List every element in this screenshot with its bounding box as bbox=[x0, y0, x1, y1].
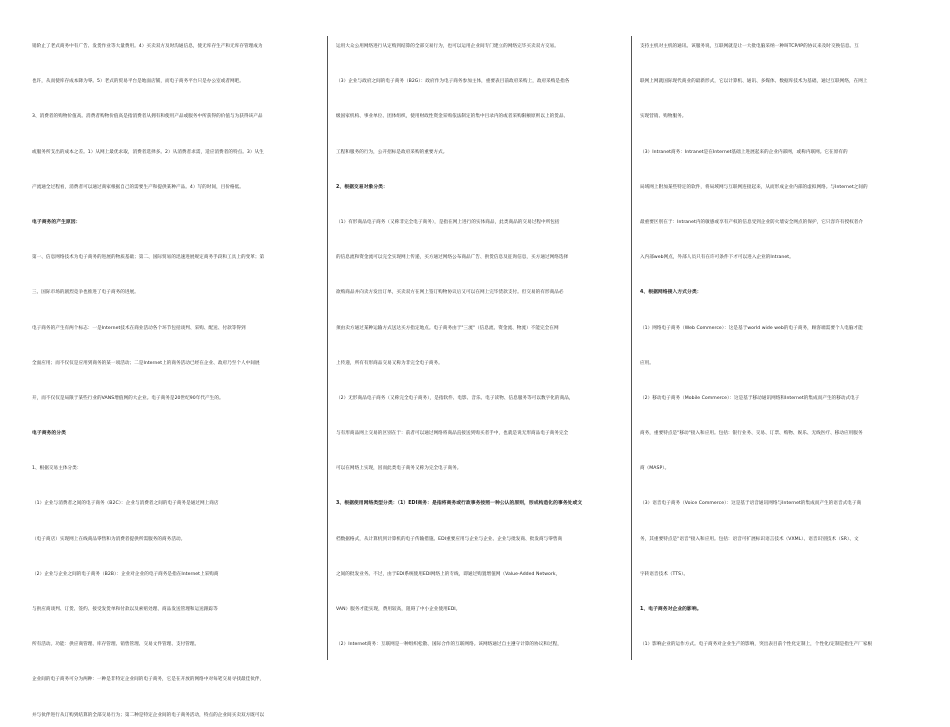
paragraph: 可以在网络上实现，因而此类电子商务又称为完全电子商务。 bbox=[336, 466, 462, 472]
paragraph: （电子商店）实现网上在线商品零售和为消费者提供所需服务的商务活动。 bbox=[32, 536, 186, 542]
paragraph: 联网上网就国际现代商业的最新形式，它以计算机、通讯、多媒体、数据库技术为基础，通过互联网络，在网上 bbox=[640, 79, 868, 85]
paragraph: 所有活动。功能：供应商管理、库存管理、销售管理、交易文件管理、支付管理。 bbox=[32, 642, 200, 648]
paragraph: （3）企业与政府之间的电子商务（B2G）：政府作为电子商务参加主体，重要表目前政府采购上，政府采购是指各 bbox=[336, 79, 570, 85]
paragraph: 全面应用；而不仅仅是应用到商务的某一项活动；二是Internet上的商务活动已经在企业、政府乃至个人中间展 bbox=[32, 360, 260, 366]
paragraph: 实现营销、购物服务。 bbox=[640, 114, 687, 120]
paragraph: （1）有形商品电子商务（又称非完全电子商务），是指在网上进行的实体商品，此类商品的交易过程中所包括 bbox=[336, 219, 560, 225]
paragraph: （1）影响企业的运作方式。电子商务对企业生产的影响，突出表目前个性化定制上，个性化/定制是指生产厂家根 bbox=[640, 642, 873, 648]
paragraph: 级国家机构、事业单位、团体组织，使用财政性资金采购依法制定的集中目录内的或者采购限额原则以上的货品、 bbox=[336, 114, 569, 120]
paragraph: 的信息流和资金流可以完全实现网上传递，买方通过网络公布商品广告、供货信息及征询信息，买方通过网络选择 bbox=[336, 255, 569, 261]
column-divider-left bbox=[327, 36, 328, 660]
paragraph: 运用大众公用网络进行从定购到结算的全部交易行为，也可以运用企业间专门建立的网络完毕买卖双方交易。 bbox=[336, 44, 559, 49]
paragraph: 企业间的电子商务可分为两种：一种是非特定企业间的电子商务，它是在开放的网络中对每笔交易寻找最佳伙伴， bbox=[32, 677, 265, 683]
paragraph: （1）网络电子商务（Web Commerce）：这是基于world wide web的电子商务，顾客端需要个人电脑才能 bbox=[640, 325, 863, 331]
paragraph: 上传递，所有有形商品交易又称为非完全电子商务。 bbox=[336, 360, 443, 366]
paragraph: 三、国际市场的剧烈竞争也推进了电子商务的进展。 bbox=[32, 290, 139, 296]
paragraph: 支持主机对主机的通讯。该服务说，互联网就是让一大批电脑采纳一种叫TCP/IP的协议来及时交换信息。互 bbox=[640, 44, 859, 49]
section-heading: 电子商务的分类 bbox=[32, 431, 66, 437]
paragraph: 档数据格式，从计算机到计算机的电子传输措施。EDI重要应用与企业与企业、企业与批发商、批发商与零售商 bbox=[336, 536, 563, 542]
paragraph: 之间的批发业务。不过，由于EDI系统使用EDI网络上的专线，即通过购置增值网（Value-Added Network， bbox=[336, 571, 561, 577]
section-heading: 电子商务的产生原因： bbox=[32, 219, 81, 225]
paragraph: 开，而不仅仅是局限于某些行业的VANS增值网的大企业。电子商务是20世纪90年代产生的。 bbox=[32, 395, 224, 401]
paragraph: 也许，从而使库存成本降为零。5）老式的贸易平台是地面店铺，而电子商务平台只是办公室或者网吧。 bbox=[32, 79, 244, 85]
paragraph: （2）Internet商务：互联网是一种组织松散、国际合作的互联网络。该网络通过自主遵守计算的协议和过程， bbox=[336, 642, 562, 648]
section-heading: 3、根据使用网络类型分类：（1）EDI商务：是指将商务或行政事务按照一种公认的原则，形成构造化的事务处或文 bbox=[336, 501, 583, 507]
paragraph: 欲购商品并向卖方发出订单，买卖双方在网上签订购物协议后又可以在网上完毕货款支付。但交易的有形商品必 bbox=[336, 290, 564, 296]
paragraph: 销阶止了老式商务中有广告、发货作业等大量费用。4）买卖双方及时沟通信息，使无库存生产和无库存管理成为 bbox=[32, 44, 263, 49]
paragraph: 与供应商谈判、订货、签约、接受发货单和付款以及索赔处理、商品发送管理和运送跟踪等 bbox=[32, 607, 218, 612]
section-heading: 4、根据网络接入方式分类： bbox=[640, 290, 702, 296]
paragraph: （3）Intranet商务：Intranet是在Internet基础上进展起来的企业内部网，或称内联网。它在原有的 bbox=[640, 149, 848, 155]
column-divider-right bbox=[631, 36, 632, 660]
paragraph: 与有形商品网上交易的区别在于：前者可以通过网络将商品直接送到购买者手中，也就是说无形商品电子商务完全 bbox=[336, 431, 569, 437]
text-column-middle bbox=[336, 36, 624, 658]
paragraph: （2）移动电子商务（Mobile Commerce）：这是基于移动通讯网络和Internet的集成而产生的移动式电子 bbox=[640, 395, 860, 401]
paragraph: 第一、信息网络技术为电子商务的进展的物质基础；第二、国际贸易的迅速进展规定商务手段和工具上的变革；第 bbox=[32, 255, 265, 261]
paragraph: （3）语音电子商务（Voice Commerce）：这是基于语音通讯网络与Internet的集成而产生的语音式电子商 bbox=[640, 501, 862, 507]
paragraph: 商务，重要特点是"移动"接入和应用。包括：银行业务、交易、订票、购物、娱乐、无线医疗、移动应用服务 bbox=[640, 431, 863, 437]
paragraph: 最重要区别在于：Intranet内的敏感或享有产权的信息受到企业防火墙安全网点的保护，它只容许有授权者介 bbox=[640, 219, 864, 225]
paragraph: （2）企业与企业之间的电子商务（B2B）：企业对企业的电子商务是指在Internet上采购商 bbox=[32, 571, 219, 577]
paragraph: 局域网上附加某些特定的软件，将局域网与互联网连接起来，从而形成企业内部的虚拟网络。与Internet之间的 bbox=[640, 184, 868, 190]
paragraph: 工程和服务的行为，公开招标是政府采购的重要方式。 bbox=[336, 149, 448, 155]
text-column-right bbox=[640, 36, 925, 658]
paragraph: 商（MASP）。 bbox=[640, 466, 670, 472]
paragraph: 须由卖方通过某种运输方式送达买方指定地点。电子商务由于"三流"（信息流、资金流、物流）不能完全在网 bbox=[336, 325, 559, 331]
paragraph: 字转语音技术（TTS）。 bbox=[640, 571, 689, 577]
section-heading: 2、根据交易对象分类： bbox=[336, 184, 388, 190]
paragraph: VAN）服务才能实现，费用较高，阻碍了中小企业使用EDI。 bbox=[336, 607, 461, 612]
paragraph: 电子商务的产生有两个标志：一是Internet技术在商业活动各个环节包括谈判、采购、配送、付款等得到 bbox=[32, 325, 246, 331]
paragraph: （2）无形商品电子商务（又称完全电子商务），是指软件、电影、音乐、电子读物、信息服务等可以数字化的商品， bbox=[336, 395, 574, 401]
section-heading: 1、电子商务对企业的影响。 bbox=[640, 607, 702, 612]
paragraph: 3、消费者的购物价值高。消费者购物价值高是指消费者从拥有和使用产品或服务中所获得的价值与为获得该产品 bbox=[32, 114, 263, 120]
paragraph: 1、根据交易主体分类： bbox=[32, 466, 82, 472]
paragraph: 务，其重要特点是"语音"接入和应用。包括：语音可扩展标识语言技术（VXML）、语音识别技术（SR）、文 bbox=[640, 536, 859, 542]
paragraph: 并与伙伴进行从订购到结算的全部交易行为；第二种是特定企业间的电子商务活动，特点的企业间买卖双方既可以 bbox=[32, 712, 265, 718]
text-column-left bbox=[32, 36, 320, 718]
paragraph: 产流通全过程看，消费者可以通过商家根据自己的需要生产和提供某种产品。4）写的时间，目价格低。 bbox=[32, 184, 244, 190]
paragraph: 入内部web网点，外部人员只有在许可条件下才可以进入企业的Intranet。 bbox=[640, 255, 794, 261]
paragraph: 应用。 bbox=[640, 360, 654, 366]
paragraph: （1）企业与消费者之间的电子商务（B2C）：企业与消费者之间的电子商务是通过网上商店 bbox=[32, 501, 219, 507]
paragraph: 或服务所支出的成本之差。1）从网上最优求取，消费者选择多。2）从消费者求需，适应消费者的特点。3）从生 bbox=[32, 149, 264, 155]
